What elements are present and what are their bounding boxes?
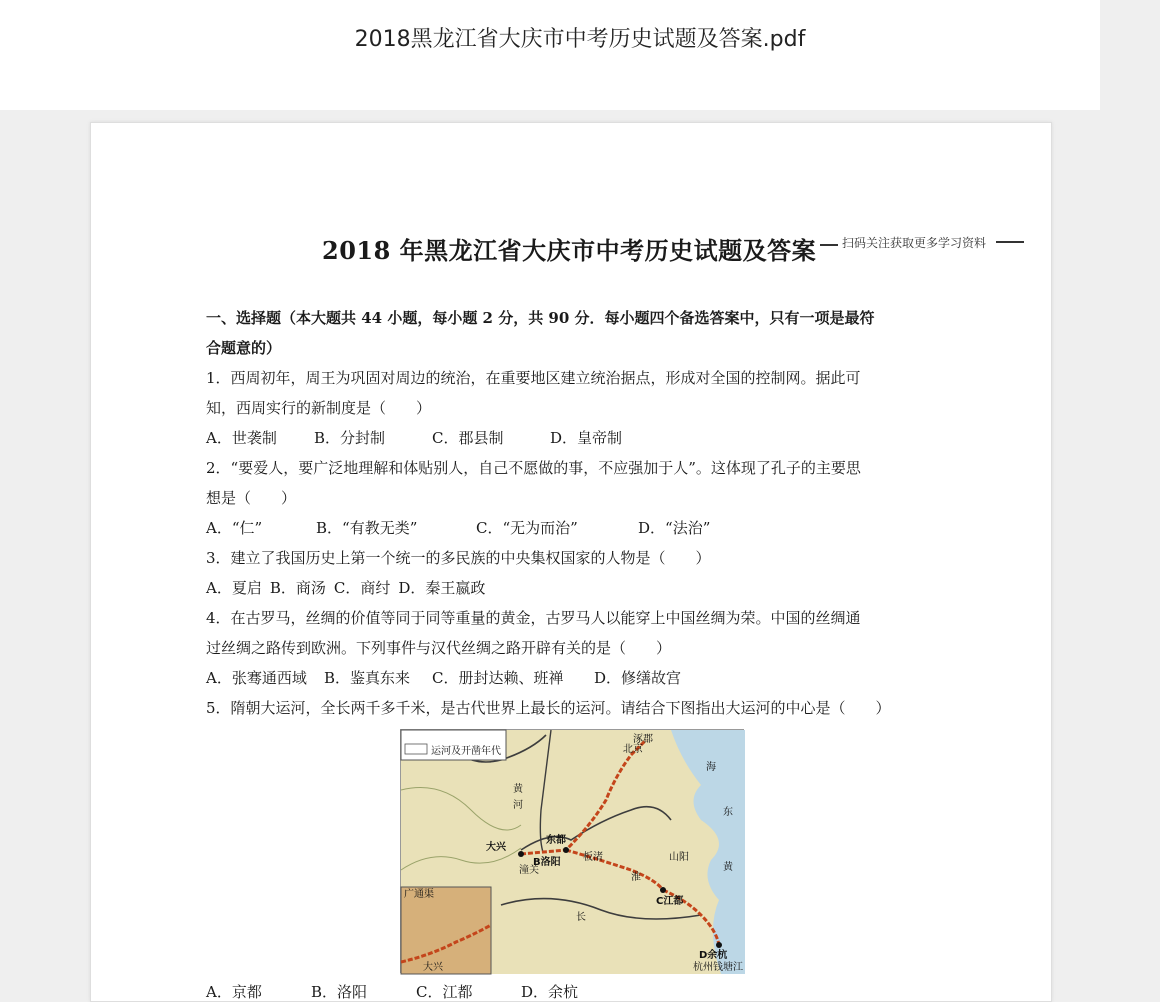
section-heading: 一、选择题（本大题共 44 小题，每小题 2 分，共 90 分．每小题四个备选答案中，只有一项是最符 (206, 309, 875, 327)
file-title: 2018黑龙江省大庆市中考历史试题及答案.pdf (354, 27, 806, 52)
map-label-he: 河 (513, 800, 523, 811)
question-5-text: 5．隋朝大运河，全长两千多千米，是古代世界上最长的运河。请结合下图指出大运河的中心是（ ） (206, 699, 891, 717)
title-divider-left (820, 244, 838, 246)
option-c: C．江都 (416, 983, 473, 1001)
map-city-dot (518, 851, 524, 857)
map-label-dongdu: 东都 (546, 835, 566, 846)
map-legend-swatch (405, 744, 427, 754)
option-d: D．秦王嬴政 (398, 579, 486, 597)
option-a: A．世袭制 (206, 429, 277, 447)
map-label-banzhu: 板渚 (583, 852, 603, 863)
question-4-text: 4．在古罗马，丝绸的价值等同于同等重量的黄金，古罗马人以能穿上中国丝绸为荣。中国的丝绸通 (206, 609, 861, 627)
watermark-text: 扫码关注获取更多学习资料 (842, 236, 987, 250)
question-4-text-cont: 过丝绸之路传到欧洲。下列事件与汉代丝绸之路开辟有关的是（ ） (206, 639, 672, 657)
map-label-huai: 淮 (631, 872, 641, 883)
map-label-zhuojun: 涿郡 (633, 734, 653, 745)
option-d: D．余杭 (521, 983, 579, 1001)
option-a: A．夏启 (206, 579, 262, 597)
option-d: D．“法治” (638, 519, 711, 537)
pdf-page (90, 122, 1052, 1002)
option-c: C．册封达赖、班禅 (432, 669, 564, 687)
document-title: 2018 年黑龙江省大庆市中考历史试题及答案 (322, 236, 817, 265)
option-a: A．京都 (206, 983, 262, 1001)
option-d: D．皇帝制 (550, 429, 623, 447)
map-label-huang: 黄 (513, 784, 523, 795)
map-label-hangzhou: 杭州 (693, 962, 713, 973)
map-inset (401, 887, 491, 974)
map-inset-city: 大兴 (423, 962, 443, 973)
question-1-options (206, 423, 946, 453)
map-city-dot (716, 942, 722, 948)
map-label-luoyang: B洛阳 (533, 857, 561, 868)
map-label-east: 东 (723, 807, 733, 818)
map-label-tongguan: 潼关 (519, 865, 539, 876)
option-b: B．“有教无类” (316, 519, 418, 537)
map-label-shanyang: 山阳 (669, 852, 689, 863)
section-heading-cont: 合题意的） (206, 339, 282, 357)
option-c: C．“无为而治” (476, 519, 578, 537)
map-label-yellow-sea: 黄 (723, 862, 733, 873)
map-label-chang: 长 (576, 912, 586, 923)
map-label-sea: 海 (706, 762, 716, 773)
question-2-text: 2．“要爱人，要广泛地理解和体贴别人，自己不愿做的事，不应强加于人”。这体现了孔子的主要思 (206, 459, 861, 477)
map-label-jiangdu: C江都 (656, 896, 684, 907)
title-divider-right (996, 241, 1024, 243)
option-c: C．郡县制 (432, 429, 504, 447)
question-5-options (206, 981, 626, 1002)
question-2-options (206, 513, 946, 543)
option-b: B．商汤 (269, 579, 326, 597)
option-a: A．“仁” (206, 519, 263, 537)
map-label-qiantang: 钱塘江 (713, 962, 743, 973)
option-b: B．洛阳 (311, 983, 368, 1001)
map-label-beijing: 北京 (623, 744, 643, 755)
question-1-text-cont: 知，西周实行的新制度是（ ） (206, 399, 432, 417)
option-b: B．分封制 (314, 429, 386, 447)
document-body (206, 303, 946, 723)
map-graphic (401, 730, 745, 974)
map-label-daxing: 大兴 (486, 842, 506, 853)
grand-canal-map (400, 729, 744, 973)
map-legend-title: 运河及开凿年代 (431, 746, 501, 757)
map-city-dot (660, 887, 666, 893)
question-2-text-cont: 想是（ ） (206, 489, 297, 507)
map-label-yuhang: D余杭 (699, 950, 728, 961)
viewer-header (0, 0, 1100, 110)
question-4-options (206, 663, 946, 693)
option-a: A．张骞通西域 (206, 669, 307, 687)
map-city-dot (563, 847, 569, 853)
map-inset-label: 广通渠 (404, 889, 434, 900)
question-3-options (206, 573, 946, 603)
question-3-text: 3．建立了我国历史上第一个统一的多民族的中央集权国家的人物是（ ） (206, 549, 711, 567)
question-1-text: 1．西周初年，周王为巩固对周边的统治，在重要地区建立统治据点，形成对全国的控制网。据此可 (206, 369, 861, 387)
option-d: D．修缮故宫 (594, 669, 682, 687)
option-c: C．商纣 (333, 579, 391, 597)
option-b: B．鉴真东来 (324, 669, 411, 687)
